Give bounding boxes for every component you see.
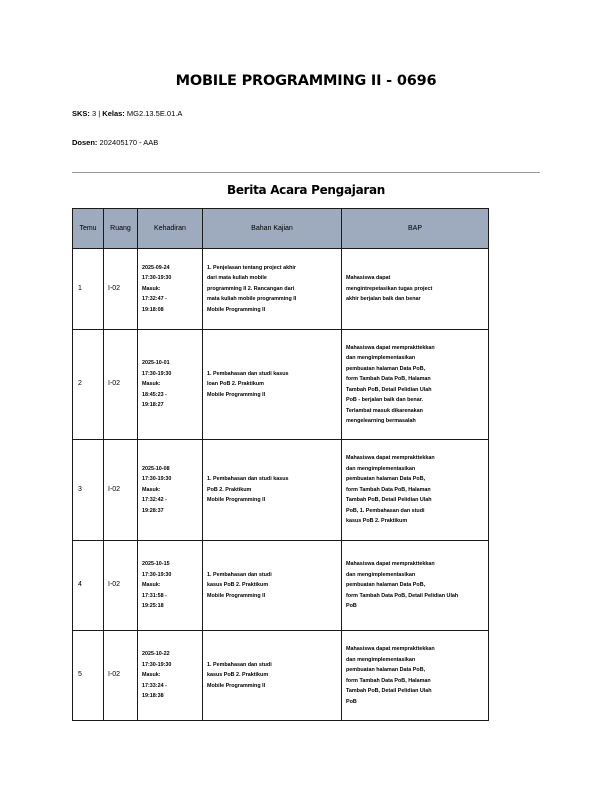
cell-bap-line: Mahasiswa dapat memprakttekkan [346, 455, 435, 462]
divider [72, 172, 540, 173]
cell-kehadiran-line: 2025-10-01 [142, 360, 170, 367]
cell-kehadiran-line: 17:30-19:30 [142, 476, 172, 483]
cell-kehadiran-line: Masuk: [142, 486, 161, 493]
cell-bap-line: dan mengimplementasikan [346, 656, 416, 663]
cell-kehadiran-line: 17:30-19:30 [142, 661, 172, 668]
cell-bap-line: PoB - berjalan baik dan benar. [346, 397, 423, 403]
cell-bahan-kajian-line: 1. Pembahasan dan studi kasus [207, 370, 289, 377]
cell-bahan-kajian [203, 249, 342, 330]
page-title: MOBILE PROGRAMMING II - 0696 [175, 73, 437, 89]
ruang-value: I-02 [108, 380, 121, 388]
cell-ruang [104, 631, 138, 721]
cell-bap [342, 541, 489, 631]
cell-kehadiran-line: 17:30-19:30 [142, 275, 172, 282]
cell-kehadiran-line: 19:25:18 [142, 603, 164, 610]
cell-bap-line: form Tambah Data PoB, Halaman [346, 376, 431, 382]
cell-kehadiran-line: 2025-09-24 [142, 264, 170, 271]
cell-ruang [104, 249, 138, 330]
cell-kehadiran-line: 17:32:47 - [142, 296, 167, 303]
dosen-label: Dosen: [72, 138, 98, 147]
cell-bahan-kajian-line: 1. Pembahasan dan studi kasus [207, 476, 289, 483]
cell-kehadiran [138, 440, 203, 541]
cell-kehadiran-line: 2025-10-22 [142, 651, 170, 658]
cell-bap-line: akhir berjalan baik dan benar [346, 296, 421, 303]
cell-bap-line: Tambah PoB, Detail Pelidian Ulah [346, 497, 432, 504]
cell-bap-line: Mahasiswa dapat memprakttekkan [346, 561, 435, 568]
cell-bap-line: Mahasiswa dapat memprakttekkan [346, 646, 435, 652]
cell-bahan-kajian-line: kasus PoB 2. Praktikum [207, 582, 269, 589]
cell-bahan-kajian-line: 1. Pembahasan dan studi [207, 571, 272, 578]
cell-kehadiran-line: 19:28:37 [142, 507, 164, 514]
cell-temu [73, 249, 104, 330]
cell-bap-line: kasus PoB 2. Praktikum [346, 518, 408, 525]
cell-bahan-kajian-line: mata kuliah mobile programming II [207, 296, 297, 303]
cell-bap-line: form Tambah Data PoB, Detail Pelidian Ulah [346, 592, 459, 599]
header-bap: BAP [342, 209, 489, 249]
cell-kehadiran-line: 19:18:08 [142, 306, 164, 313]
cell-kehadiran-line: 2025-10-15 [142, 561, 170, 568]
cell-bap-line: dan mengimplementasikan [346, 355, 416, 361]
cell-kehadiran [138, 541, 203, 631]
cell-bap-line: Tambah PoB, Detail Pelidian Ulah [346, 688, 432, 694]
cell-kehadiran-line: 2025-10-08 [142, 465, 170, 472]
teaching-record-table [72, 208, 489, 721]
table-row [73, 440, 489, 541]
cell-bahan-kajian-line: Mobile Programming II [207, 497, 266, 504]
cell-kehadiran-line: Masuk: [142, 672, 161, 679]
lecturer-info [72, 138, 158, 147]
cell-bahan-kajian [203, 330, 342, 440]
cell-bahan-kajian-line: 1. Penjelasan tentang project akhir [207, 264, 296, 271]
cell-bahan-kajian-line: PoB 2. Praktikum [207, 486, 252, 493]
cell-bahan-kajian-line: Mobile Programming II [207, 391, 266, 398]
cell-kehadiran [138, 249, 203, 330]
cell-bap-line: form Tambah Data PoB, Halaman [346, 677, 431, 684]
table-header-row [73, 209, 489, 249]
cell-kehadiran-line: 17:32:42 - [142, 497, 167, 504]
course-info [72, 109, 182, 118]
cell-kehadiran-line: Masuk: [142, 582, 161, 589]
cell-bap-line: mengelearning bermasalah [346, 418, 416, 424]
cell-kehadiran-line: 17:31:58 - [142, 592, 167, 599]
kelas-label: Kelas: [102, 109, 125, 118]
cell-bap-line: PoB, 1. Pembahasan dan studi [346, 507, 425, 514]
cell-kehadiran-line: 17:30-19:30 [142, 571, 172, 578]
cell-bap [342, 631, 489, 721]
cell-bap-line: PoB [346, 603, 357, 610]
cell-kehadiran-line: Masuk: [142, 285, 161, 292]
cell-bahan-kajian-line: Mobile Programming II [207, 306, 266, 313]
cell-bap-line: dan mengimplementasikan [346, 571, 416, 578]
cell-bahan-kajian [203, 631, 342, 721]
cell-bahan-kajian-line: loan PoB 2. Praktikum [207, 381, 264, 388]
ruang-value: I-02 [108, 485, 121, 493]
header-temu: Temu [73, 209, 104, 249]
cell-bahan-kajian-line: programming II 2. Rancangan dari [207, 285, 295, 292]
cell-bap-line: Tambah PoB, Detail Pelidian Ulah [346, 386, 432, 393]
table-row [73, 330, 489, 440]
cell-bap-line: form Tambah Data PoB, Halaman [346, 486, 431, 493]
ruang-value: I-02 [108, 581, 121, 589]
header-kehadiran: Kehadiran [138, 209, 203, 249]
cell-bap-line: Mahasiswa dapat memprakttekkan [346, 344, 435, 351]
cell-kehadiran-line: Masuk: [142, 381, 161, 388]
sks-value: 3 | [89, 109, 103, 118]
cell-kehadiran [138, 631, 203, 721]
temu-value: 4 [78, 581, 82, 589]
cell-bap [342, 330, 489, 440]
cell-temu [73, 631, 104, 721]
cell-bap-line: Mahasiswa dapat [346, 275, 391, 282]
cell-ruang [104, 440, 138, 541]
cell-kehadiran-line: 19:18:27 [142, 402, 164, 409]
dosen-value: 202405170 - AAB [97, 138, 159, 147]
cell-ruang [104, 330, 138, 440]
header-bahan-kajian: Bahan Kajian [203, 209, 342, 249]
cell-bap-line: mengintrepetasikan tugas project [346, 285, 433, 292]
cell-bap-line: pembuatan halaman Data PoB, [346, 476, 426, 483]
cell-bap-line: pembuatan halaman Data PoB, [346, 667, 426, 673]
cell-bahan-kajian [203, 541, 342, 631]
cell-bahan-kajian-line: kasus PoB 2. Praktikum [207, 672, 269, 679]
section-title: Berita Acara Pengajaran [226, 183, 386, 197]
cell-kehadiran [138, 330, 203, 440]
cell-temu [73, 541, 104, 631]
header-ruang: Ruang [104, 209, 138, 249]
table-row [73, 631, 489, 721]
temu-value: 3 [78, 485, 82, 493]
cell-bahan-kajian-line: 1. Pembahasan dan studi [207, 661, 272, 668]
cell-bap-line: dan mengimplementasikan [346, 465, 416, 472]
cell-kehadiran-line: 18:45:23 - [142, 391, 167, 398]
cell-kehadiran-line: 17:30-19:30 [142, 370, 172, 377]
cell-bap-line: PoB [346, 698, 357, 705]
cell-bahan-kajian-line: Mobile Programming II [207, 682, 266, 689]
sks-label: SKS: [72, 109, 90, 118]
cell-bap-line: pembuatan halaman Data PoB, [346, 365, 426, 372]
cell-bap-line: Terlambat masuk dikarenakan [346, 407, 423, 414]
cell-bahan-kajian [203, 440, 342, 541]
cell-kehadiran-line: 17:33:24 - [142, 682, 167, 689]
temu-value: 5 [78, 671, 82, 679]
ruang-value: I-02 [108, 284, 121, 292]
cell-temu [73, 330, 104, 440]
table-row [73, 541, 489, 631]
cell-bap-line: pembuatan halaman Data PoB, [346, 582, 426, 589]
temu-value: 1 [78, 284, 82, 292]
cell-temu [73, 440, 104, 541]
cell-bahan-kajian-line: dari mata kuliah mobile [207, 275, 267, 282]
cell-bap [342, 440, 489, 541]
cell-bap [342, 249, 489, 330]
cell-kehadiran-line: 19:18:38 [142, 693, 164, 700]
temu-value: 2 [78, 380, 82, 388]
cell-bahan-kajian-line: Mobile Programming II [207, 592, 266, 599]
ruang-value: I-02 [108, 671, 121, 679]
cell-ruang [104, 541, 138, 631]
kelas-value: MG2.13.5E.01.A [124, 109, 183, 118]
table-row [73, 249, 489, 330]
